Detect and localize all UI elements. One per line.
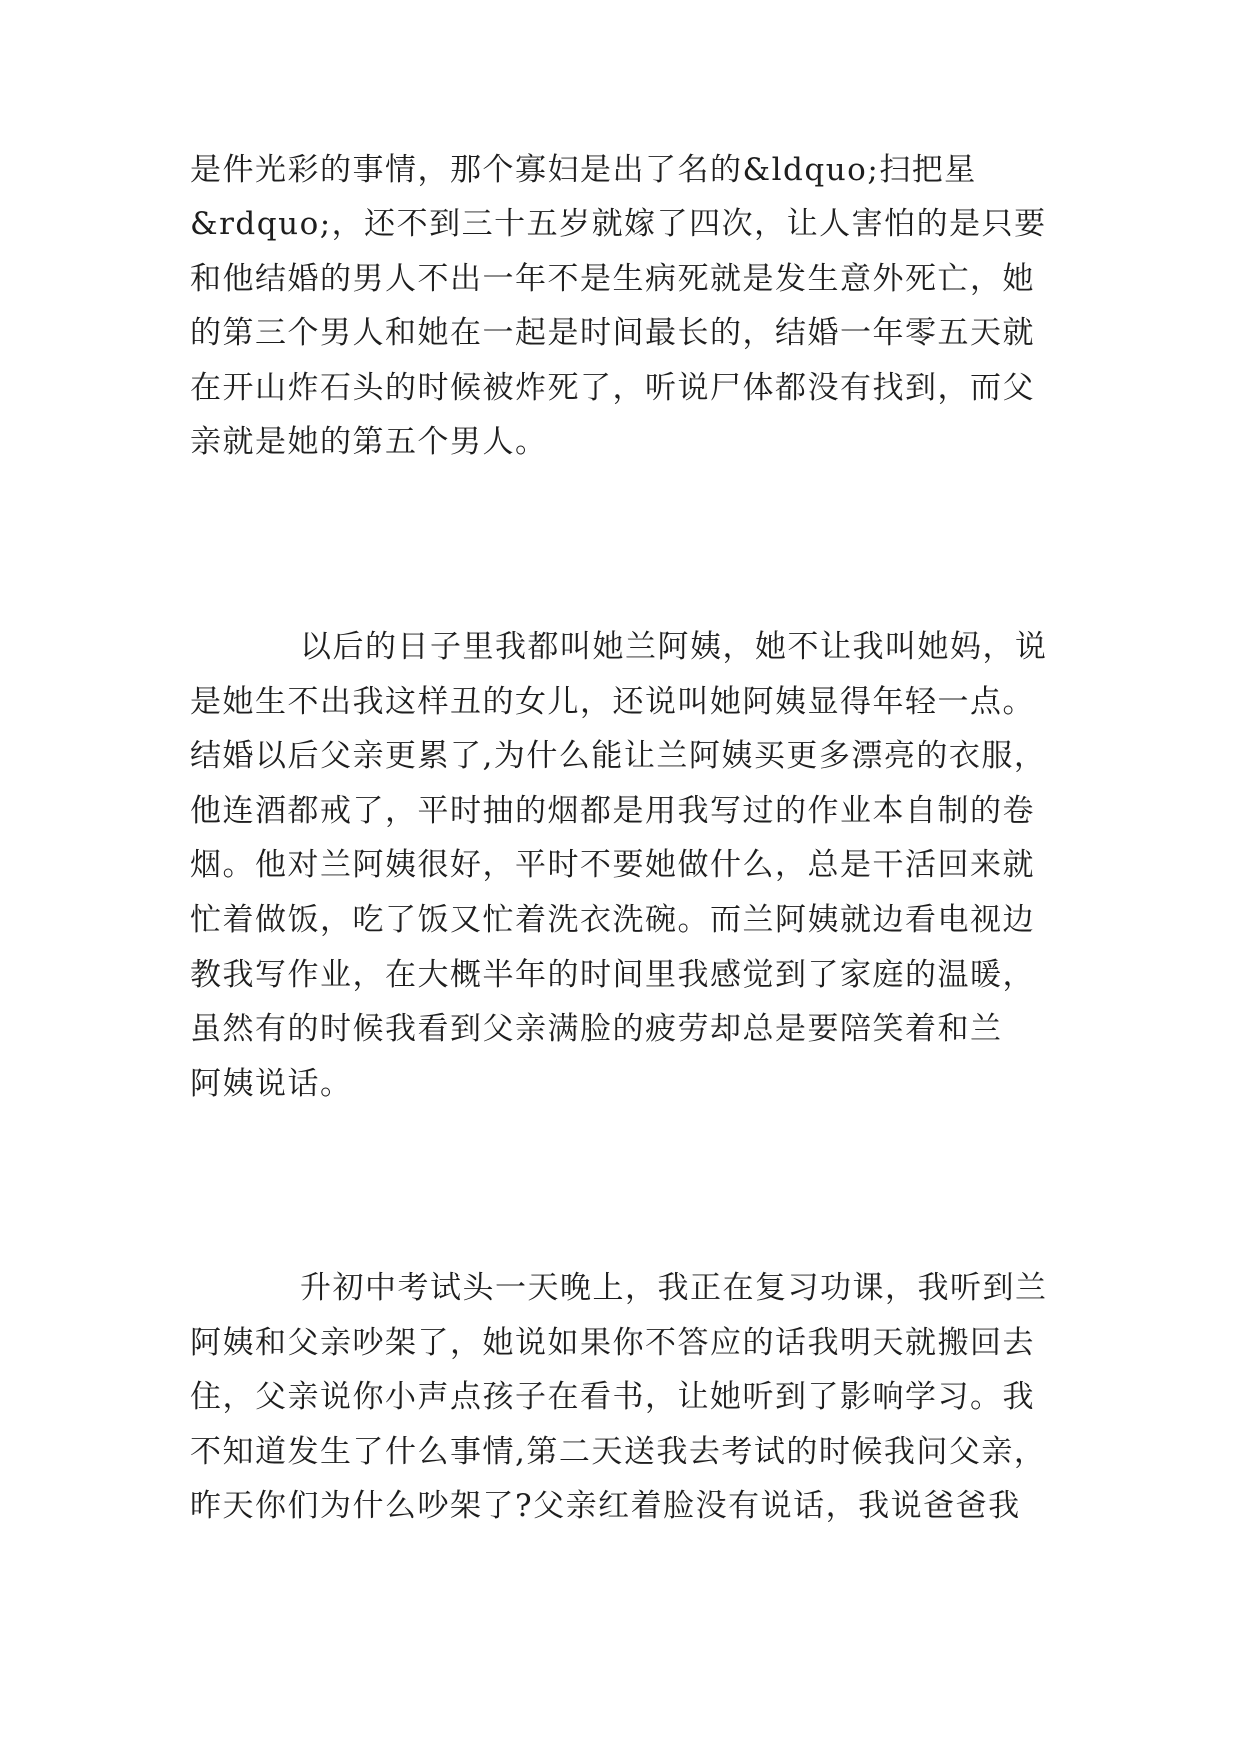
- paragraph-1-line-3: 和他结婚的男人不出一年不是生病死就是发生意外死亡，她: [190, 261, 1035, 297]
- paragraph-3-line-4: 不知道发生了什么事情,第二天送我去考试的时候我问父亲，: [190, 1434, 1047, 1470]
- paragraph-2-line-6: 忙着做饭，吃了饭又忙着洗衣洗碗。而兰阿姨就边看电视边: [190, 902, 1035, 938]
- paragraph-1-line-2: &rdquo;，还不到三十五岁就嫁了四次，让人害怕的是只要: [190, 206, 1047, 242]
- paragraph-2-line-7: 教我写作业，在大概半年的时间里我感觉到了家庭的温暖，: [190, 957, 1035, 993]
- paragraph-3-line-2: 阿姨和父亲吵架了，她说如果你不答应的话我明天就搬回去: [190, 1325, 1035, 1361]
- paragraph-2-line-5: 烟。他对兰阿姨很好，平时不要她做什么，总是干活回来就: [190, 847, 1035, 883]
- paragraph-1-line-6: 亲就是她的第五个男人。: [190, 424, 548, 460]
- paragraph-2-line-3: 结婚以后父亲更累了,为什么能让兰阿姨买更多漂亮的衣服，: [190, 738, 1047, 774]
- paragraph-3-line-5: 昨天你们为什么吵架了?父亲红着脸没有说话，我说爸爸我: [190, 1488, 1021, 1524]
- paragraph-3-line-1: 升初中考试头一天晚上，我正在复习功课，我听到兰: [300, 1270, 1048, 1306]
- paragraph-3-line-3: 住，父亲说你小声点孩子在看书，让她听到了影响学习。我: [190, 1379, 1035, 1415]
- paragraph-2-line-1: 以后的日子里我都叫她兰阿姨，她不让我叫她妈，说: [300, 629, 1048, 665]
- paragraph-1-line-1: 是件光彩的事情，那个寡妇是出了名的&ldquo;扫把星: [190, 152, 977, 188]
- paragraph-2-line-2: 是她生不出我这样丑的女儿，还说叫她阿姨显得年轻一点。: [190, 684, 1035, 720]
- paragraph-2-line-9: 阿姨说话。: [190, 1066, 353, 1102]
- paragraph-2-line-8: 虽然有的时候我看到父亲满脸的疲劳却总是要陪笑着和兰: [190, 1011, 1003, 1047]
- paragraph-1-line-5: 在开山炸石头的时候被炸死了，听说尸体都没有找到，而父: [190, 370, 1035, 406]
- paragraph-2-line-4: 他连酒都戒了，平时抽的烟都是用我写过的作业本自制的卷: [190, 793, 1035, 829]
- paragraph-1-line-4: 的第三个男人和她在一起是时间最长的，结婚一年零五天就: [190, 315, 1035, 351]
